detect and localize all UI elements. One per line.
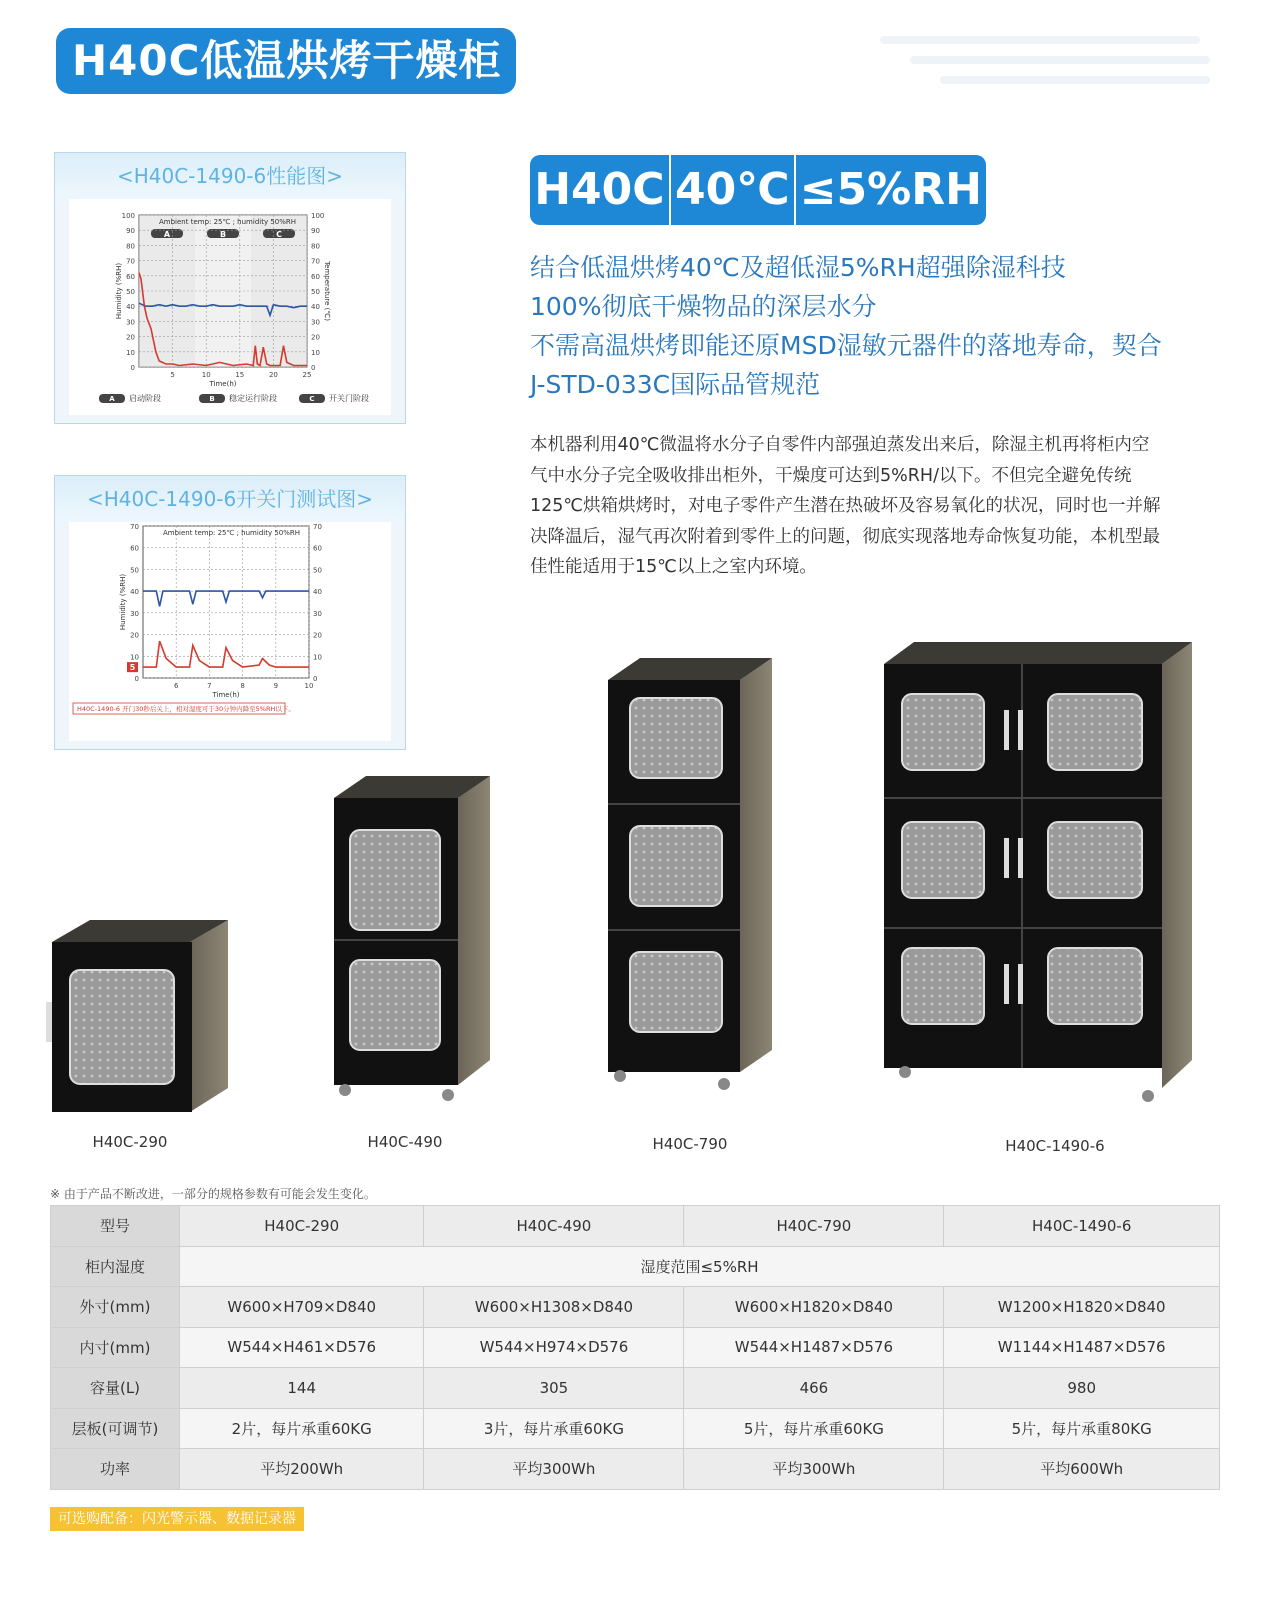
y-right-tick-label: 40	[313, 588, 322, 597]
y-right-tick-label: 30	[313, 609, 322, 618]
spec-badge	[530, 155, 986, 225]
table-cell: 305	[424, 1368, 684, 1409]
table-cell: W1200×H1820×D840	[944, 1287, 1220, 1328]
legend-key: C	[309, 395, 315, 403]
table-cell: 型号	[51, 1206, 180, 1247]
door-test-chart-title: <H40C-1490-6开关门测试图>	[55, 476, 405, 522]
x-tick-label: 10	[201, 371, 211, 379]
y-tick-label: 10	[126, 348, 135, 357]
cabinet-h40c-790	[608, 658, 772, 1090]
y-right-tick-label: 10	[313, 653, 322, 662]
y-tick-label: 30	[126, 318, 135, 327]
table-cell: W544×H1487×D576	[684, 1327, 944, 1368]
spec-humidity: ≤5%RH	[799, 164, 982, 215]
y-tick-label: 10	[130, 653, 139, 662]
table-cell: 平均200Wh	[180, 1449, 424, 1490]
y-right-tick-label: 0	[313, 675, 318, 683]
decorative-lines	[880, 30, 1220, 90]
table-header-row	[51, 1206, 1220, 1247]
stage-label: A	[163, 230, 171, 239]
legend-label: 稳定运行阶段	[229, 394, 277, 403]
y-right-tick-label: 80	[311, 242, 320, 251]
description-line: 气中水分子完全吸收排出柜外，干燥度可达到5%RH/以下。不但完全避免传统	[530, 465, 1132, 486]
table-cell: 功率	[51, 1449, 180, 1490]
y-axis-label: Humidity (%RH)	[119, 573, 127, 631]
table-cell: 144	[180, 1368, 424, 1409]
table-cell: 平均300Wh	[424, 1449, 684, 1490]
y-tick-label: 60	[130, 544, 139, 553]
caption-text: H40C-1490-6 开门30秒后关上，相对湿度可于30分钟内降至5%RH以下。	[77, 705, 295, 713]
x-tick-label: 25	[302, 371, 312, 379]
table-cell: 容量(L)	[51, 1368, 180, 1409]
legend-label: 开关门阶段	[329, 394, 369, 403]
y-tick-label: 30	[130, 609, 139, 618]
y-right-tick-label: 60	[313, 544, 322, 553]
table-cell: 5片，每片承重60KG	[684, 1408, 944, 1449]
x-tick-label: 6	[173, 682, 179, 690]
legend-label: 启动阶段	[129, 394, 161, 403]
y-right-tick-label: 70	[313, 523, 322, 531]
y-tick-label: 100	[121, 212, 135, 220]
table-cell: W544×H461×D576	[180, 1327, 424, 1368]
y-tick-label: 70	[126, 257, 135, 266]
cabinet-label: H40C-790	[652, 1135, 728, 1153]
description-line: 本机器利用40℃微温将水分子自零件内部强迫蒸发出来后，除湿主机再将柜内空	[530, 435, 1150, 455]
table-row	[51, 1368, 1220, 1409]
description-line: 佳性能适用于15℃以上之室内环境。	[530, 557, 817, 577]
table-cell: 980	[944, 1368, 1220, 1409]
table-cell: 外寸(mm)	[51, 1287, 180, 1328]
table-cell: H40C-790	[684, 1206, 944, 1247]
y-tick-label: 90	[126, 227, 135, 236]
y-right-tick-label: 100	[311, 212, 325, 220]
headline-line: 100%彻底干燥物品的深层水分	[530, 292, 877, 321]
y-tick-label: 20	[130, 631, 139, 640]
table-cell: 466	[684, 1368, 944, 1409]
spec-note: ※ 由于产品不断改进，一部分的规格参数有可能会发生变化。	[50, 1187, 376, 1201]
table-cell: W600×H709×D840	[180, 1287, 424, 1328]
headline-line: 结合低温烘烤40℃及超低湿5%RH超强除湿科技	[530, 253, 1066, 282]
x-tick-label: 9	[273, 682, 279, 690]
x-tick-label: 8	[240, 682, 245, 690]
cabinet-lineup	[0, 640, 1280, 1180]
description	[530, 430, 1230, 583]
x-tick-label: 7	[207, 682, 212, 690]
y-right-tick-label: 20	[311, 333, 320, 342]
cabinet-label: H40C-290	[92, 1133, 168, 1151]
marker-label: 5	[129, 663, 136, 673]
cabinet-label: H40C-490	[367, 1133, 443, 1151]
table-cell: 3片，每片承重60KG	[424, 1408, 684, 1449]
y-tick-label: 40	[130, 588, 139, 597]
performance-chart	[69, 199, 393, 417]
performance-chart-title: <H40C-1490-6性能图>	[55, 153, 405, 199]
table-cell: 平均600Wh	[944, 1449, 1220, 1490]
table-row	[51, 1408, 1220, 1449]
table-row	[51, 1327, 1220, 1368]
x-tick-label: 10	[304, 682, 314, 690]
stage-label: B	[219, 230, 227, 239]
spec-table	[50, 1205, 1220, 1490]
table-cell: H40C-490	[424, 1206, 684, 1247]
chart-title: Ambient temp: 25℃ ; humidity 50%RH	[163, 529, 301, 537]
cabinet-label: H40C-1490-6	[1005, 1137, 1105, 1155]
y-tick-label: 40	[126, 303, 135, 312]
table-cell: 2片，每片承重60KG	[180, 1408, 424, 1449]
y-tick-label: 70	[130, 523, 139, 531]
cabinet-h40c-290	[46, 920, 228, 1112]
x-axis-label: Time(h)	[212, 691, 240, 699]
table-row	[51, 1246, 1220, 1287]
description-line: 决降温后，湿气再次附着到零件上的问题，彻底实现落地寿命恢复功能，本机型最	[530, 526, 1160, 547]
y-tick-label: 50	[130, 566, 139, 575]
page-title: H40C低温烘烤干燥柜	[56, 28, 516, 94]
y-tick-label: 0	[134, 675, 139, 683]
legend-key: A	[109, 395, 115, 403]
table-cell: W600×H1820×D840	[684, 1287, 944, 1328]
y-right-tick-label: 20	[313, 631, 322, 640]
y-right-tick-label: 0	[311, 364, 316, 372]
table-cell: 平均300Wh	[684, 1449, 944, 1490]
table-cell: W600×H1308×D840	[424, 1287, 684, 1328]
spec-model: H40C	[530, 155, 671, 225]
cabinet-h40c-1490-6	[884, 642, 1192, 1102]
y-tick-label: 20	[126, 333, 135, 342]
headline	[530, 248, 1230, 404]
y-tick-label: 50	[126, 288, 135, 296]
y-axis-label: Humidity (%RH)	[115, 262, 123, 320]
table-cell: 5片，每片承重80KG	[944, 1408, 1220, 1449]
y-right-axis-label: Temperature (℃)	[323, 261, 331, 321]
table-cell: H40C-290	[180, 1206, 424, 1247]
y-right-tick-label: 30	[311, 318, 320, 327]
table-cell: W1144×H1487×D576	[944, 1327, 1220, 1368]
table-cell: 层板(可调节)	[51, 1408, 180, 1449]
spec-temperature: 40℃	[671, 155, 796, 225]
optional-accessories: 可选购配备：闪光警示器、数据记录器	[50, 1507, 304, 1531]
table-cell: 柜内湿度	[51, 1246, 180, 1287]
y-tick-label: 0	[130, 364, 135, 372]
y-right-tick-label: 50	[313, 566, 322, 575]
y-right-tick-label: 90	[311, 227, 320, 236]
x-tick-label: 20	[268, 371, 278, 379]
x-axis-label: Time(h)	[209, 380, 237, 388]
y-right-tick-label: 70	[311, 257, 320, 266]
y-right-tick-label: 50	[311, 288, 320, 296]
y-right-tick-label: 40	[311, 303, 320, 312]
stage-label: C	[276, 230, 282, 239]
y-right-tick-label: 10	[311, 348, 320, 357]
y-tick-label: 80	[126, 242, 135, 251]
y-right-tick-label: 60	[311, 272, 320, 281]
description-line: 125℃烘箱烘烤时，对电子零件产生潜在热破坏及容易氧化的状况，同时也一并解	[530, 496, 1161, 516]
table-cell: 湿度范围≤5%RH	[180, 1246, 1220, 1287]
performance-chart-panel	[54, 152, 406, 424]
table-row	[51, 1449, 1220, 1490]
table-row	[51, 1287, 1220, 1328]
cabinet-h40c-490	[334, 776, 490, 1101]
legend-key: B	[209, 395, 215, 403]
table-cell: 内寸(mm)	[51, 1327, 180, 1368]
table-cell: H40C-1490-6	[944, 1206, 1220, 1247]
chart-title: Ambient temp: 25℃ ; humidity 50%RH	[159, 218, 297, 226]
y-tick-label: 60	[126, 272, 135, 281]
headline-line: J-STD-033C国际品管规范	[530, 370, 821, 399]
x-tick-label: 15	[235, 371, 245, 379]
table-cell: W544×H974×D576	[424, 1327, 684, 1368]
headline-line: 不需高温烘烤即能还原MSD湿敏元器件的落地寿命，契合	[530, 331, 1162, 360]
x-tick-label: 5	[170, 371, 175, 379]
